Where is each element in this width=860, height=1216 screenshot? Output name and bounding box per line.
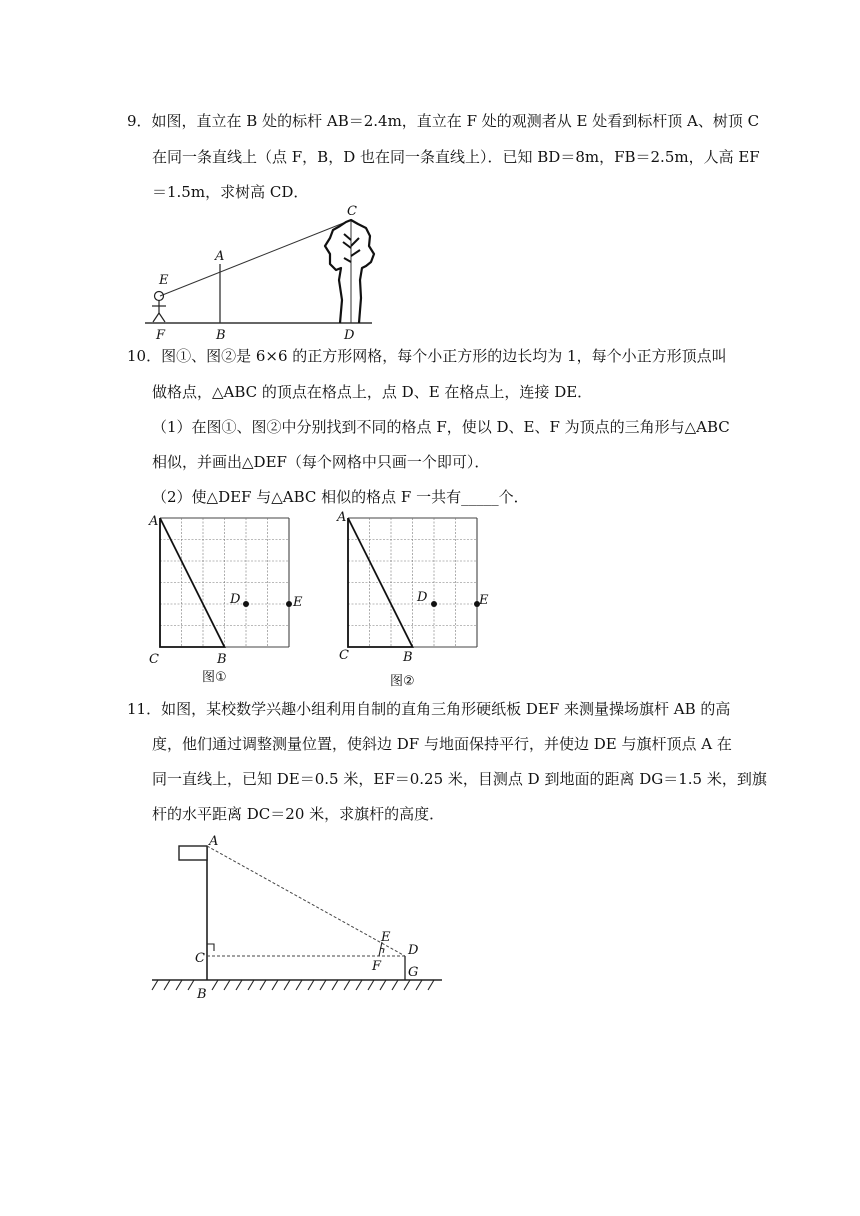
q11-label-F: F [372,959,382,974]
q9-line-2: 在同一条直线上（点 F，B，D 也在同一条直线上）．已知 BD＝8m，FB＝2.5m，人高 EF [152,148,760,166]
q11-label-D: D [408,943,419,958]
q10-figure-2 [328,505,498,690]
triangle-abc [160,518,225,647]
q10-line-5: （2）使△DEF 与△ABC 相似的格点 F 一共有_____个． [152,488,529,506]
q10-fig1-label-E: E [293,595,303,610]
q11-flagpole-figure [150,830,450,1005]
q10-fig1-label-A: A [149,514,159,529]
q11-label-C: C [195,951,205,966]
q11-label-G: G [408,965,419,980]
q10-fig2-label-A: A [337,510,347,525]
q9-label-B: B [216,328,226,343]
q11-label-B: B [197,987,207,1002]
q9-label-F: F [156,328,166,343]
q10-line-1: 10．图①、图②是 6×6 的正方形网格，每个小正方形的边长均为 1，每个小正方形顶点叫 [127,347,727,365]
triangle-abc [348,518,413,647]
q11-line-3: 同一直线上，已知 DE＝0.5 米，EF＝0.25 米，目测点 D 到地面的距离 DG＝1.5 米，到旗 [152,770,767,788]
q11-line-2: 度，他们通过调整测量位置，使斜边 DF 与地面保持平行，并使边 DE 与旗杆顶点 A 在 [152,735,732,753]
q10-figure-1 [140,505,310,690]
q11-line-1: 11．如图，某校数学兴趣小组利用自制的直角三角形硬纸板 DEF 来测量操场旗杆 AB 的高 [127,700,731,718]
q11-label-E: E [381,930,391,945]
q9-label-C: C [347,204,357,219]
point-d [431,601,437,607]
q10-fig2-label-E: E [479,593,489,608]
point-d [243,601,249,607]
q10-fig2-label-C: C [339,648,349,663]
q9-tree-figure [140,200,380,345]
q11-label-A: A [209,834,219,849]
q10-fig1-label-B: B [217,652,227,667]
q10-line-4: 相似，并画出△DEF（每个网格中只画一个即可）． [152,453,490,471]
q10-fig2-label-D: D [417,590,428,605]
q10-fig1-label-D: D [230,592,241,607]
q10-line-3: （1）在图①、图②中分别找到不同的格点 F，使以 D、E、F 为顶点的三角形与△ABC [152,418,730,436]
point-e [286,601,292,607]
q10-fig2-caption: 图② [390,674,415,689]
q10-fig1-caption: 图① [202,670,227,685]
q10-fig2-label-B: B [403,650,413,665]
q9-line-3: ＝1.5m，求树高 CD． [152,183,309,201]
q10-line-2: 做格点，△ABC 的顶点在格点上，点 D、E 在格点上，连接 DE． [152,383,593,401]
q10-fig1-label-C: C [149,652,159,667]
q9-label-E: E [159,273,169,288]
q9-label-D: D [344,328,355,343]
q11-line-4: 杆的水平距离 DC＝20 米，求旗杆的高度． [152,805,445,823]
q9-line-1: 9．如图，直立在 B 处的标杆 AB＝2.4m，直立在 F 处的观测者从 E 处看到标杆顶 A、树顶 C [127,112,760,130]
q9-label-A: A [215,249,225,264]
